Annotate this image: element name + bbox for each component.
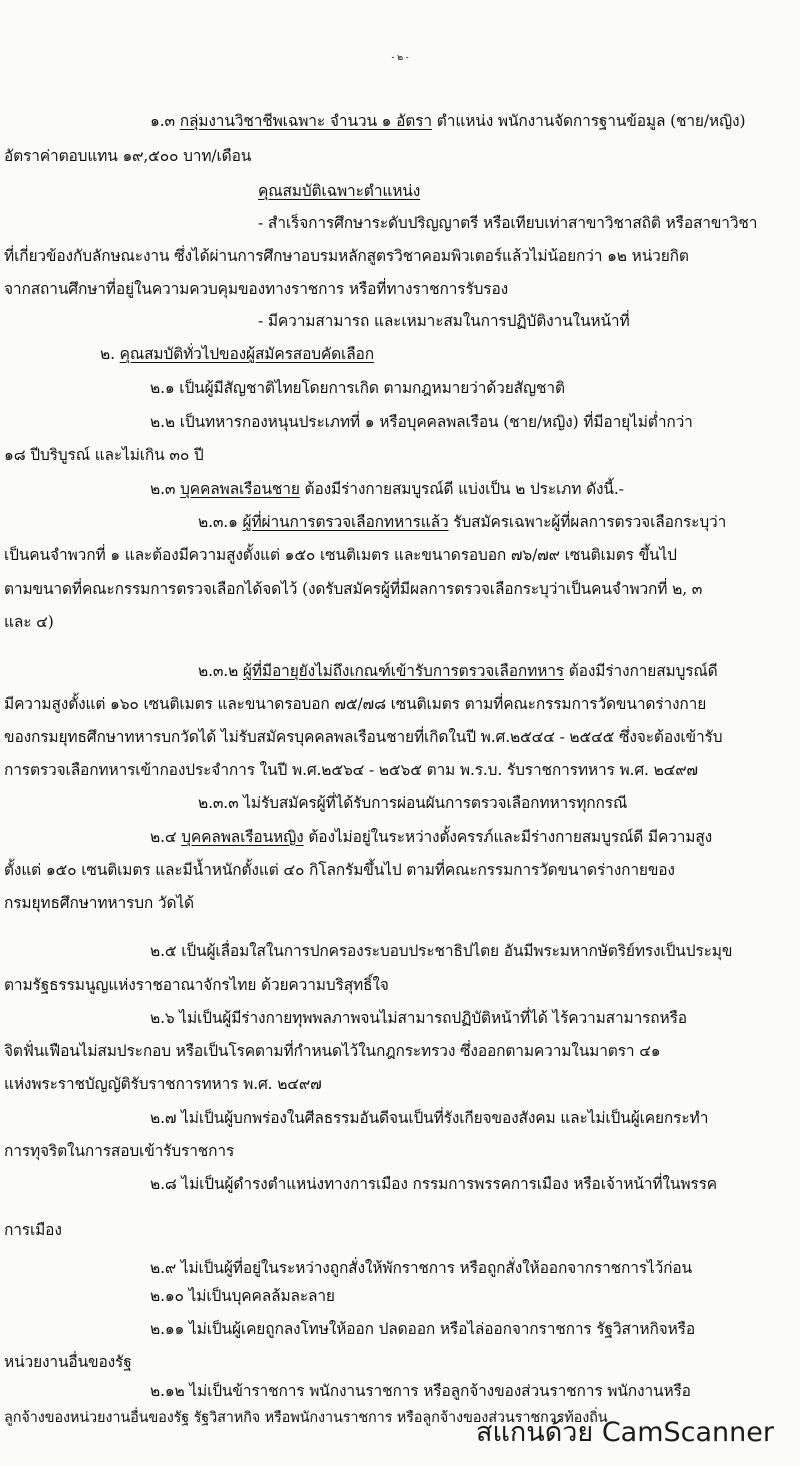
section-number: ๒.: [100, 345, 115, 363]
paragraph-number: ๒.๓.๑: [198, 513, 238, 531]
paragraph-2-3-2-cont: การตรวจเลือกทหารเข้ากองประจำการ ในปี พ.ศ.๒๕๖๔ - ๒๕๖๕ ตาม พ.ร.บ. รับราชการทหาร พ.ศ. ๒๔๙๗: [4, 761, 698, 779]
section-1-3-heading: [150, 111, 745, 131]
qualification-line: - มีความสามารถ และเหมาะสมในการปฏิบัติงานในหน้าที่: [258, 312, 630, 330]
paragraph-2-7: ๒.๗ ไม่เป็นผู้บกพร่องในศีลธรรมอันดีจนเป็นที่รังเกียจของสังคม และไม่เป็นผู้เคยกระทำ: [150, 1109, 709, 1127]
paragraph-text: ต้องมีร่างกายสมบูรณ์ดี แบ่งเป็น ๒ ประเภท ดังนี้.-: [304, 480, 624, 498]
paragraph-label: บุคคลพลเรือนหญิง: [181, 828, 304, 846]
qualification-heading: คุณสมบัติเฉพาะตำแหน่ง: [258, 182, 421, 200]
paragraph-2-8: ๒.๘ ไม่เป็นผู้ดำรงตำแหน่งทางการเมือง กรรมการพรรคการเมือง หรือเจ้าหน้าที่ในพรรค: [150, 1175, 717, 1193]
paragraph-2-3-1: [198, 512, 726, 532]
paragraph-2-9: ๒.๙ ไม่เป็นผู้ที่อยู่ในระหว่างถูกสั่งให้พักราชการ หรือถูกสั่งให้ออกจากราชการไว้ก่อน: [150, 1259, 693, 1277]
paragraph-text: ต้องไม่อยู่ในระหว่างตั้งครรภ์และมีร่างกายสมบูรณ์ดี มีความสูง: [308, 828, 713, 846]
paragraph-label: ผู้ที่ผ่านการตรวจเลือกทหารแล้ว: [242, 513, 449, 531]
paragraph-number: ๒.๓.๒: [198, 662, 239, 680]
section-position: ตำแหน่ง พนักงานจัดการฐานข้อมูล (ชาย/หญิง): [436, 112, 746, 130]
paragraph-2-8-cont: การเมือง: [4, 1221, 62, 1239]
paragraph-text: ต้องมีร่างกายสมบูรณ์ดี: [568, 662, 718, 680]
section-title: คุณสมบัติทั่วไปของผู้สมัครสอบคัดเลือก: [119, 345, 374, 363]
paragraph-2-5-cont: ตามรัฐธรรมนูญแห่งราชอาณาจักรไทย ด้วยความบริสุทธิ์ใจ: [4, 976, 389, 994]
section-group-label: กลุ่มงานวิชาชีพเฉพาะ จำนวน ๑ อัตรา: [179, 112, 432, 130]
paragraph-2-3-1-cont: เป็นคนจำพวกที่ ๑ และต้องมีความสูงตั้งแต่ ๑๕๐ เซนติเมตร และขนาดรอบอก ๗๖/๗๙ เซนติเมตร ขึ้นไป: [4, 546, 677, 564]
qualification-line: - สำเร็จการศึกษาระดับปริญญาตรี หรือเทียบเท่าสาขาวิชาสถิติ หรือสาขาวิชา: [258, 214, 758, 232]
paragraph-2-10: ๒.๑๐ ไม่เป็นบุคคลล้มละลาย: [150, 1287, 335, 1305]
section-2-heading: [100, 344, 374, 364]
salary-line: อัตราค่าตอบแทน ๑๙,๕๐๐ บาท/เดือน: [4, 147, 252, 165]
paragraph-2-7-cont: การทุจริตในการสอบเข้ารับราชการ: [4, 1142, 235, 1160]
paragraph-2-6-cont: จิตฟั่นเฟือนไม่สมประกอบ หรือเป็นโรคตามที่กำหนดไว้ในกฎกระทรวง ซึ่งออกตามความในมาตรา ๔๑: [4, 1042, 661, 1060]
qualification-line: จากสถานศึกษาที่อยู่ในความควบคุมของทางราชการ หรือที่ทางราชการรับรอง: [4, 280, 509, 298]
paragraph-text: รับสมัครเฉพาะผู้ที่ผลการตรวจเลือกระบุว่า: [453, 513, 727, 531]
paragraph-2-12: ๒.๑๒ ไม่เป็นข้าราชการ พนักงานราชการ หรือลูกจ้างของส่วนราชการ พนักงานหรือ: [150, 1382, 691, 1400]
page-number: - ๒ -: [391, 53, 409, 63]
paragraph-2-3-1-cont: และ ๔): [4, 613, 54, 631]
paragraph-2-2: ๒.๒ เป็นทหารกองหนุนประเภทที่ ๑ หรือบุคคลพลเรือน (ชาย/หญิง) ที่มีอายุไม่ต่ำกว่า: [150, 413, 693, 431]
qualification-line: ที่เกี่ยวข้องกับลักษณะงาน ซึ่งได้ผ่านการศึกษาอบรมหลักสูตรวิชาคอมพิวเตอร์แล้วไม่น้อยกว่า ๑๒ หน่วยกิต: [4, 247, 689, 265]
paragraph-2-4-cont: ตั้งแต่ ๑๕๐ เซนติเมตร และมีน้ำหนักตั้งแต่ ๔๐ กิโลกรัมขึ้นไป ตามที่คณะกรรมการวัดขนาดร่างกายของ: [4, 861, 675, 879]
section-number: ๑.๓: [150, 112, 175, 130]
paragraph-2-3-2-cont: มีความสูงตั้งแต่ ๑๖๐ เซนติเมตร และขนาดรอบอก ๗๕/๗๘ เซนติเมตร ตามที่คณะกรรมการวัดขนาดร่างกาย: [4, 695, 707, 713]
paragraph-2-1: ๒.๑ เป็นผู้มีสัญชาติไทยโดยการเกิด ตามกฎหมายว่าด้วยสัญชาติ: [150, 379, 565, 397]
paragraph-label: ผู้ที่มีอายุยังไม่ถึงเกณฑ์เข้ารับการตรวจเลือกทหาร: [242, 662, 564, 680]
paragraph-2-6: ๒.๖ ไม่เป็นผู้มีร่างกายทุพพลภาพจนไม่สามารถปฏิบัติหน้าที่ได้ ไร้ความสามารถหรือ: [150, 1009, 687, 1027]
paragraph-2-3-2-cont: ของกรมยุทธศึกษาทหารบกวัดได้ ไม่รับสมัครบุคคลพลเรือนชายที่เกิดในปี พ.ศ.๒๕๔๔ - ๒๕๔๕ ซึ่งจะต้องเข้ารับ: [4, 728, 723, 746]
paragraph-2-2-cont: ๑๘ ปีบริบูรณ์ และไม่เกิน ๓๐ ปี: [4, 446, 204, 464]
paragraph-label: บุคคลพลเรือนชาย: [180, 480, 300, 498]
paragraph-2-3: [150, 479, 624, 499]
paragraph-2-3-2: [198, 661, 718, 681]
paragraph-2-3-1-cont: ตามขนาดที่คณะกรรมการตรวจเลือกได้จดไว้ (งดรับสมัครผู้ที่มีผลการตรวจเลือกระบุว่าเป็นคนจำพวกที่ ๒, ๓: [4, 580, 703, 598]
paragraph-number: ๒.๔: [150, 828, 177, 846]
camscanner-watermark: สแกนด้วย CamScanner: [476, 1417, 774, 1448]
paragraph-2-4-cont: กรมยุทธศึกษาทหารบก วัดได้: [4, 894, 194, 912]
paragraph-2-5: ๒.๕ เป็นผู้เลื่อมใสในการปกครองระบอบประชาธิปไตย อันมีพระมหากษัตริย์ทรงเป็นประมุข: [150, 942, 733, 960]
paragraph-2-11-cont: หน่วยงานอื่นของรัฐ: [4, 1353, 132, 1371]
paragraph-2-11: ๒.๑๑ ไม่เป็นผู้เคยถูกลงโทษให้ออก ปลดออก หรือไล่ออกจากราชการ รัฐวิสาหกิจหรือ: [150, 1320, 696, 1338]
paragraph-2-6-cont: แห่งพระราชบัญญัติรับราชการทหาร พ.ศ. ๒๔๙๗: [4, 1075, 322, 1093]
paragraph-2-3-3: ๒.๓.๓ ไม่รับสมัครผู้ที่ได้รับการผ่อนผันการตรวจเลือกทหารทุกกรณี: [198, 794, 628, 812]
paragraph-2-12-cont: ลูกจ้างของหน่วยงานอื่นของรัฐ รัฐวิสาหกิจ หรือพนักงานราชการ หรือลูกจ้างของส่วนราชการท้องถิ่น: [4, 1410, 608, 1426]
paragraph-number: ๒.๓: [150, 480, 176, 498]
paragraph-2-4: [150, 827, 712, 847]
